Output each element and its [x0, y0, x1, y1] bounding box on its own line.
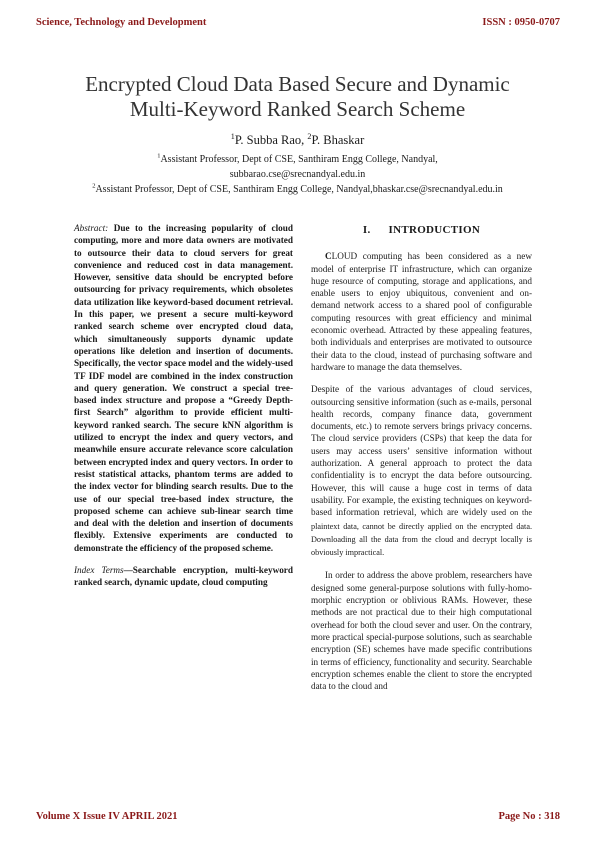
abstract-text: Due to the increasing popularity of cloud computing, more and more data owners are motivated to outsource their data to cloud servers for great convenience and reduced cost in data management. However, sensitive data should be encrypted before outsourcing for privacy requirements, which obsoletes data utilization like keyword-based document retrieval. In this paper, we present a secure multi-keyword ranked search scheme over encrypted cloud data, which simultaneously supports dynamic update operations like deletion and insertion of documents. Specifically, the vector space model and the widely-used TF IDF model are combined in the index construction and query generation. We construct a special tree-based index structure and propose a “Greedy Depth-first Search” algorithm to provide efficient multi-keyword ranked search. The secure kNN algorithm is utilized to encrypt the index and query vectors, and meanwhile ensure accurate relevance score calculation between encrypted index and query vectors. In order to resist statistical attacks, phantom terms are added to the index vector for blinding search results. Due to the use of our special tree-based index structure, the proposed scheme can achieve sub-linear search time and deal with the deletion and insertion of documents flexibly. Extensive experiments are conducted to demonstrate the efficiency of the proposed scheme. — [74, 223, 293, 553]
left-column — [74, 222, 293, 589]
affiliation-1 — [0, 153, 595, 167]
title-line-1: Encrypted Cloud Data Based Secure and Dynamic — [85, 72, 510, 96]
intro-paragraph-2 — [311, 383, 532, 559]
aff1-text: Assistant Professor, Dept of CSE, Santhiram Engg College, Nandyal, — [160, 154, 438, 165]
drop-cap: C — [325, 251, 332, 262]
title-line-2: Multi-Keyword Ranked Search Scheme — [129, 97, 466, 121]
page-number: Page No : 318 — [498, 811, 560, 822]
intro-p1-text: LOUD computing has been considered as a new model of enterprise IT infrastructure, which can organize huge resource of computing, storage and applications, and enable users to enjoy ubiquitous, convenient and on-demand network access to a shared pool of configurable computing resources with great efficiency and minimal economic overhead. Attracted by these appealing features, both individuals and enterprises are motivated to outsource their data to the cloud, instead of purchasing software and hardware to manage the data themselves. — [311, 251, 532, 372]
index-terms — [74, 564, 293, 589]
section-title: INTRODUCTION — [388, 224, 481, 236]
intro-p2-small-text: used on the plaintext data, cannot be directly applied on the encrypted data. Downloading all the data from the cloud and decrypt locally is obviously impractical. — [311, 508, 532, 558]
aff2-sup: 2 — [92, 182, 96, 190]
intro-paragraph-3: In order to address the above problem, researchers have designed some general-purpose solutions with fully-homo-morphic encryption or oblivious RAMs. However, these methods are not practical due to their high computational overhead for both the cloud sever and user. On the contrary, more practical special-purpose solutions, such as searchable encryption (SE) schemes have made specific contributions in terms of efficiency, functionality and security. Searchable encryption schemes enable the client to store the encrypted data to the cloud and — [311, 570, 532, 692]
index-terms-text: —Searchable encryption, multi-keyword ranked search, dynamic update, cloud computing — [74, 565, 293, 588]
index-terms-label: Index Terms — [74, 565, 124, 576]
abstract — [74, 222, 293, 554]
aff1-sup: 1 — [157, 152, 161, 160]
affiliation-2 — [0, 183, 595, 197]
author2-sup: 2 — [307, 131, 312, 141]
right-column — [311, 222, 532, 702]
journal-name: Science, Technology and Development — [36, 17, 207, 28]
section-heading — [311, 224, 532, 236]
aff2-text: Assistant Professor, Dept of CSE, Santhiram Engg College, Nandyal,bhaskar.cse@srecnandyal.edu.in — [95, 184, 503, 195]
author1-sup: 1 — [230, 131, 235, 141]
abstract-label: Abstract: — [74, 223, 109, 233]
authors — [0, 133, 595, 148]
author1: P. Subba Rao, — [234, 133, 308, 147]
author2: P. Bhaskar — [311, 133, 365, 147]
intro-paragraph-1 — [311, 250, 532, 373]
issn: ISSN : 0950-0707 — [482, 17, 560, 28]
intro-p2-text: Despite of the various advantages of cloud services, outsourcing sensitive information (such as e-mails, personal health records, company finance data, government documents, etc.) to remote servers brings privacy concerns. The cloud service providers (CSPs) that keep the data for users may access users’ sensitive information without authorization. A general approach to protect the data confidentiality is to encrypt the data before outsourcing. However, this will cause a huge cost in terms of data usability. For example, the existing techniques on keyword-based information retrieval, which are widely — [311, 384, 532, 518]
affiliation-1-email: subbarao.cse@srecnandyal.edu.in — [229, 169, 366, 180]
paper-title — [40, 72, 555, 122]
section-number: I. — [362, 224, 371, 236]
volume-info: Volume X Issue IV APRIL 2021 — [36, 811, 178, 822]
